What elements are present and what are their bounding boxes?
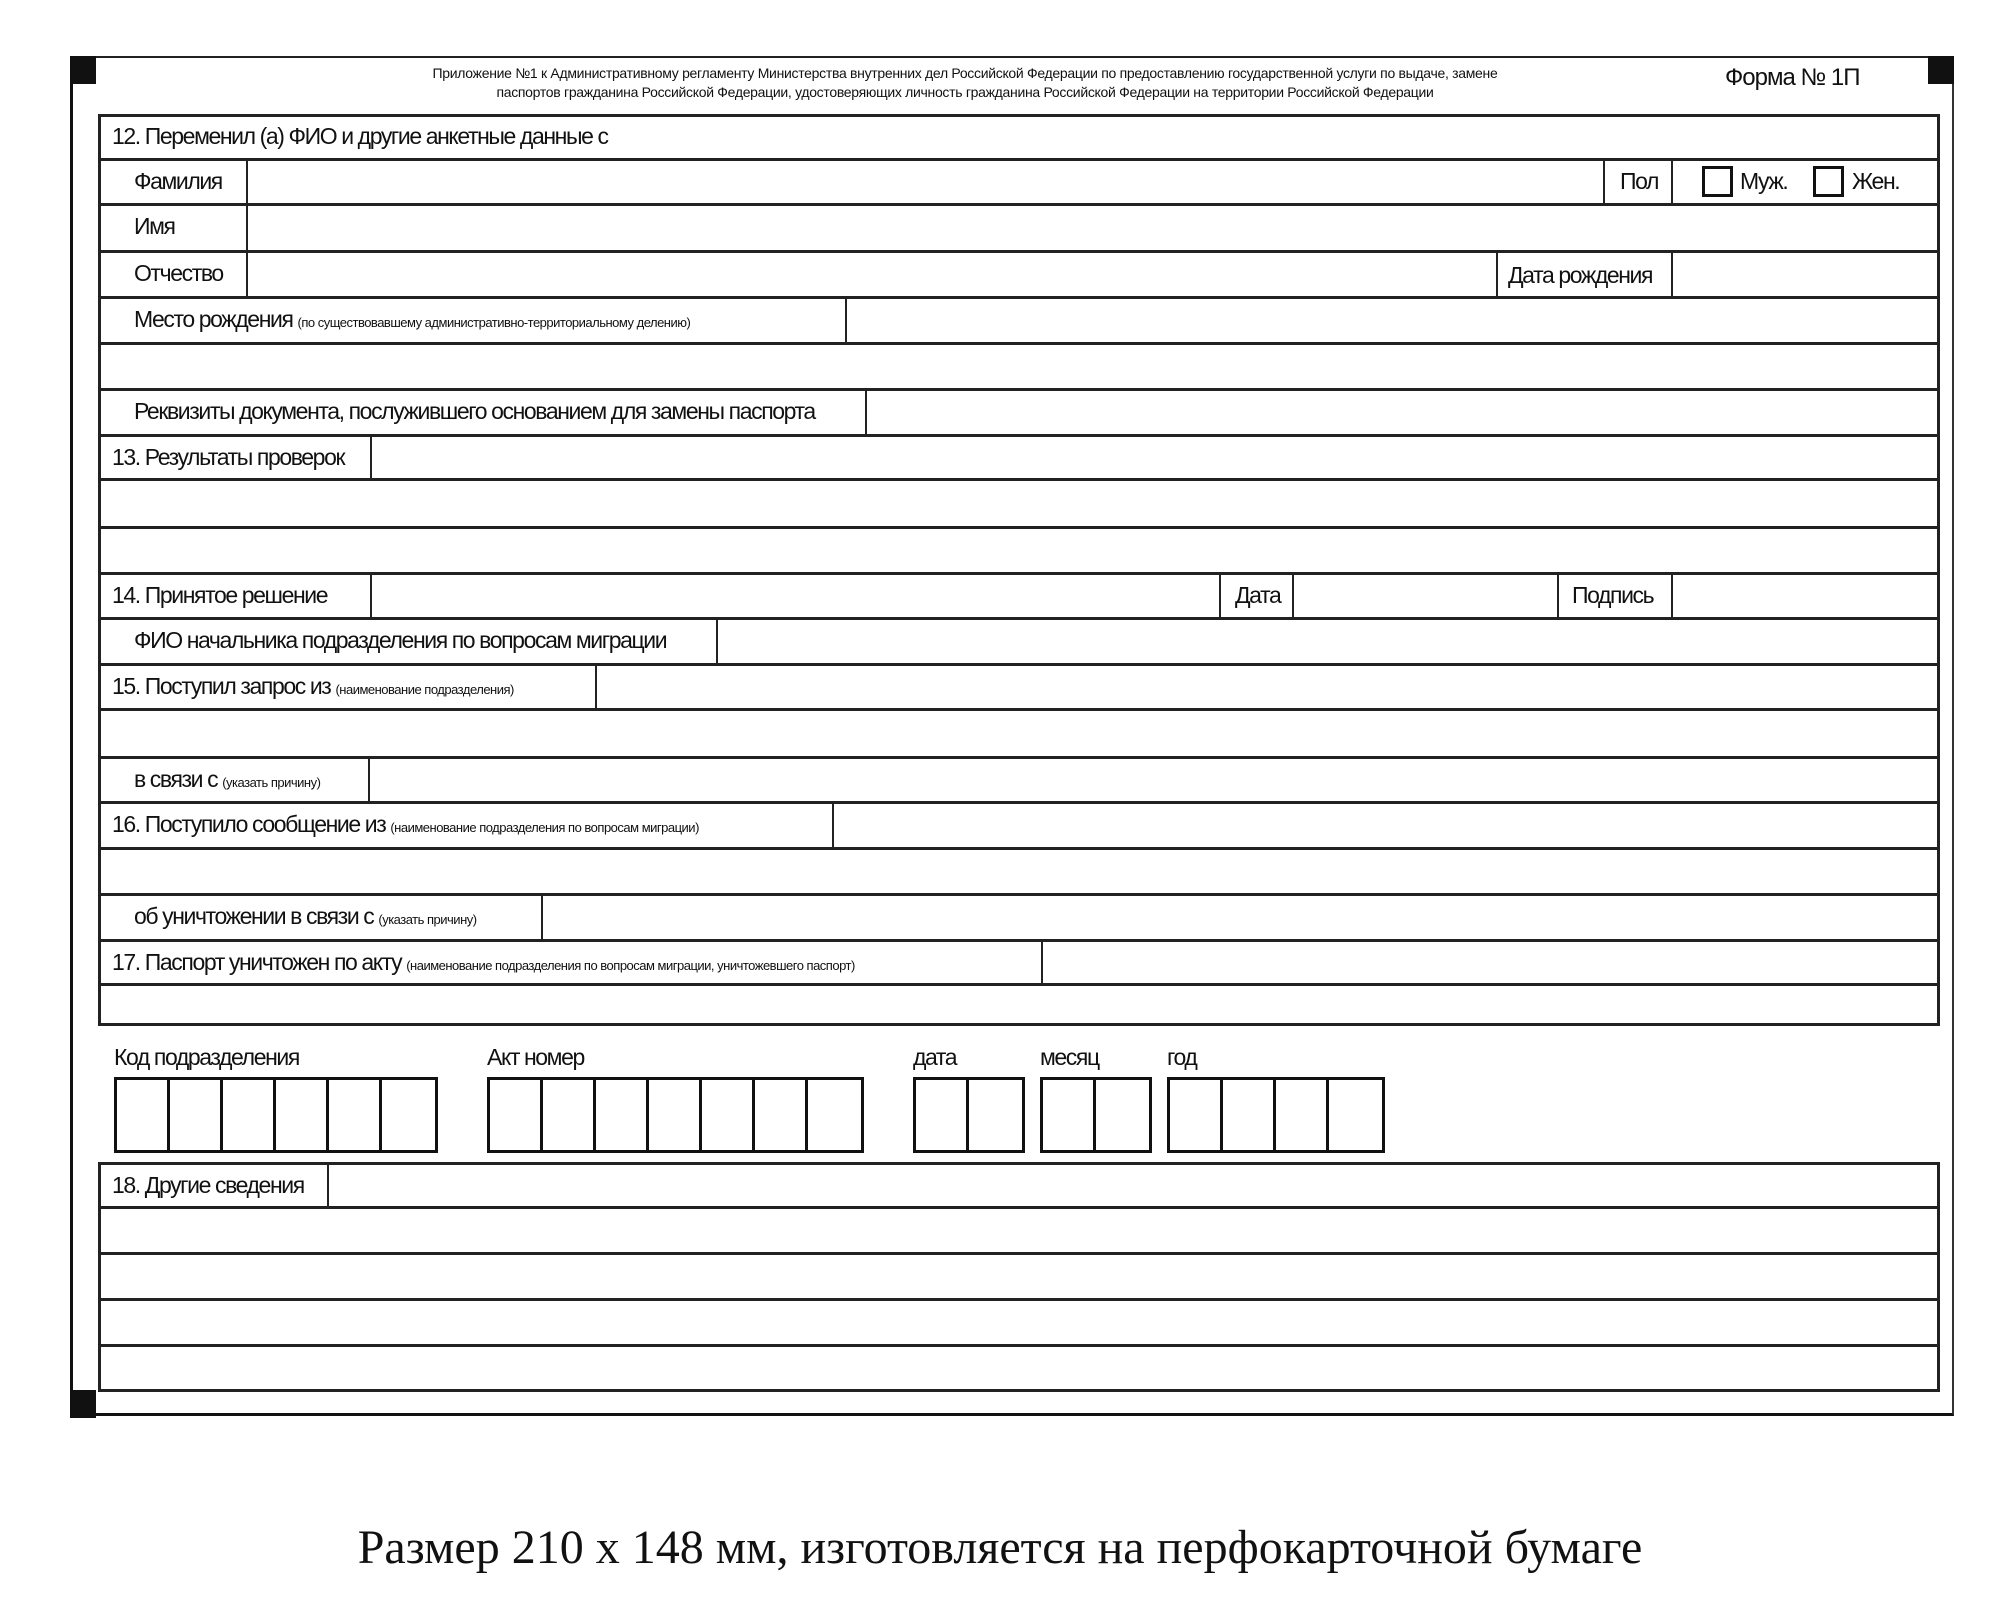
section-13-title: 13. Результаты проверок: [112, 444, 345, 470]
destroyed-by-act-field-line-2[interactable]: [101, 986, 1938, 1024]
day-boxes[interactable]: [913, 1077, 1025, 1153]
birth-place-note: (по существовавшему административно-территориальному делению): [297, 315, 691, 330]
cell-divider: [541, 893, 543, 939]
birth-date-label: Дата рождения: [1508, 262, 1653, 288]
reason-16-text: об уничтожении в связи с: [134, 903, 374, 929]
month-label: месяц: [1040, 1044, 1099, 1070]
unit-code-digit[interactable]: [223, 1080, 276, 1150]
unit-code-digit[interactable]: [329, 1080, 382, 1150]
year-digit[interactable]: [1329, 1080, 1382, 1150]
chief-field[interactable]: [719, 620, 1938, 662]
section-16-note: (наименование подразделения по вопросам миграции): [390, 820, 699, 835]
reason-15-note: (указать причину): [222, 775, 321, 790]
section-17-note: (наименование подразделения по вопросам миграции, уничтожевшего паспорт): [406, 958, 855, 973]
signature-label: Подпись: [1572, 582, 1654, 608]
cell-divider: [595, 663, 597, 708]
request-from-field[interactable]: [598, 666, 1938, 755]
act-number-digit[interactable]: [649, 1080, 702, 1150]
month-digit[interactable]: [1096, 1080, 1149, 1150]
doc-details-label: Реквизиты документа, послужившего основанием для замены паспорта: [134, 398, 815, 424]
section-15-note: (наименование подразделения): [335, 682, 514, 697]
reason-16-note: (указать причину): [378, 912, 477, 927]
day-digit[interactable]: [916, 1080, 969, 1150]
other-info-field[interactable]: [330, 1165, 1938, 1390]
section-16-text: 16. Поступило сообщение из: [112, 811, 386, 837]
cell-divider: [845, 296, 847, 342]
form-header: [320, 64, 1610, 102]
decision-field[interactable]: [373, 575, 1217, 616]
female-label: Жен.: [1852, 168, 1900, 194]
registration-mark-top-right: [1928, 56, 1954, 84]
birth-place-label: [134, 304, 690, 338]
date-label: Дата: [1235, 582, 1281, 608]
gender-label: Пол: [1620, 168, 1659, 194]
year-digit[interactable]: [1170, 1080, 1223, 1150]
label-column-divider: [246, 158, 248, 296]
birth-place-title: Место рождения: [134, 306, 293, 332]
act-number-digit[interactable]: [808, 1080, 861, 1150]
year-digit[interactable]: [1276, 1080, 1329, 1150]
section-17-title: [112, 947, 855, 981]
cell-divider: [1219, 572, 1221, 617]
decision-date-field[interactable]: [1295, 575, 1555, 616]
doc-details-field[interactable]: [868, 391, 1938, 433]
section-16-title: [112, 809, 699, 843]
surname-field[interactable]: [249, 161, 1601, 202]
header-line-1: Приложение №1 к Административному регламенту Министерства внутренних дел Российской Федерации по предоставлению государственной услуги по выдаче, замене: [432, 65, 1498, 81]
act-number-digit[interactable]: [596, 1080, 649, 1150]
section-15-text: 15. Поступил запрос из: [112, 673, 331, 699]
male-label: Муж.: [1740, 168, 1788, 194]
registration-mark-top-left: [70, 56, 96, 84]
unit-code-label: Код подразделения: [114, 1044, 299, 1070]
cell-divider: [716, 617, 718, 663]
day-digit[interactable]: [969, 1080, 1022, 1150]
act-number-digit[interactable]: [490, 1080, 543, 1150]
cell-divider: [1041, 939, 1043, 983]
birth-date-field[interactable]: [1674, 253, 1939, 295]
unit-code-digit[interactable]: [117, 1080, 170, 1150]
destruction-reason-field[interactable]: [544, 896, 1938, 938]
cell-divider: [327, 1162, 329, 1206]
unit-code-digit[interactable]: [382, 1080, 435, 1150]
cell-divider: [1496, 250, 1498, 296]
day-label: дата: [913, 1044, 957, 1070]
cell-divider: [832, 801, 834, 847]
cell-divider: [865, 388, 867, 434]
cell-divider: [1292, 572, 1294, 617]
act-number-digit[interactable]: [702, 1080, 755, 1150]
form-number: Форма № 1П: [1725, 64, 1860, 91]
section-15-title: [112, 671, 514, 705]
registration-mark-bottom-left: [70, 1390, 96, 1418]
cell-divider: [1557, 572, 1559, 617]
act-number-digit[interactable]: [543, 1080, 596, 1150]
female-checkbox[interactable]: [1813, 166, 1844, 197]
act-number-boxes[interactable]: [487, 1077, 864, 1153]
birth-place-field[interactable]: [848, 299, 1938, 387]
cell-divider: [368, 756, 370, 801]
surname-label: Фамилия: [134, 168, 222, 194]
act-number-label: Акт номер: [487, 1044, 584, 1070]
cell-divider: [1603, 158, 1605, 203]
year-label: год: [1167, 1044, 1197, 1070]
reason-16-label: [134, 901, 477, 935]
destroyed-by-act-field[interactable]: [1044, 942, 1938, 982]
section-17-text: 17. Паспорт уничтожен по акту: [112, 949, 402, 975]
year-digit[interactable]: [1223, 1080, 1276, 1150]
act-number-digit[interactable]: [755, 1080, 808, 1150]
cell-divider: [1671, 572, 1673, 617]
cell-divider: [370, 572, 372, 617]
patronymic-label: Отчество: [134, 260, 223, 286]
month-boxes[interactable]: [1040, 1077, 1152, 1153]
signature-field[interactable]: [1674, 575, 1938, 616]
check-results-field[interactable]: [373, 437, 1938, 571]
month-digit[interactable]: [1043, 1080, 1096, 1150]
reason-15-label: [134, 764, 320, 798]
message-from-field[interactable]: [835, 804, 1938, 892]
unit-code-boxes[interactable]: [114, 1077, 438, 1153]
cell-divider: [1671, 158, 1673, 203]
chief-label: ФИО начальника подразделения по вопросам миграции: [134, 627, 667, 653]
cell-divider: [370, 434, 372, 478]
name-field[interactable]: [249, 206, 1939, 249]
year-boxes[interactable]: [1167, 1077, 1385, 1153]
header-line-2: паспортов гражданина Российской Федерации, удостоверяющих личность гражданина Российской Федерации на территории Российской Федерации: [496, 84, 1434, 100]
cell-divider: [1671, 250, 1673, 296]
section-14-title: 14. Принятое решение: [112, 582, 328, 608]
male-checkbox[interactable]: [1702, 166, 1733, 197]
request-reason-field[interactable]: [371, 759, 1938, 800]
section-12-title: 12. Переменил (а) ФИО и другие анкетные данные с: [112, 123, 608, 149]
patronymic-field[interactable]: [249, 253, 1494, 295]
section-18-title: 18. Другие сведения: [112, 1172, 304, 1198]
unit-code-digit[interactable]: [276, 1080, 329, 1150]
name-label: Имя: [134, 213, 175, 239]
unit-code-digit[interactable]: [170, 1080, 223, 1150]
reason-15-text: в связи с: [134, 766, 218, 792]
size-caption: Размер 210 х 148 мм, изготовляется на перфокарточной бумаге: [357, 1521, 1643, 1574]
